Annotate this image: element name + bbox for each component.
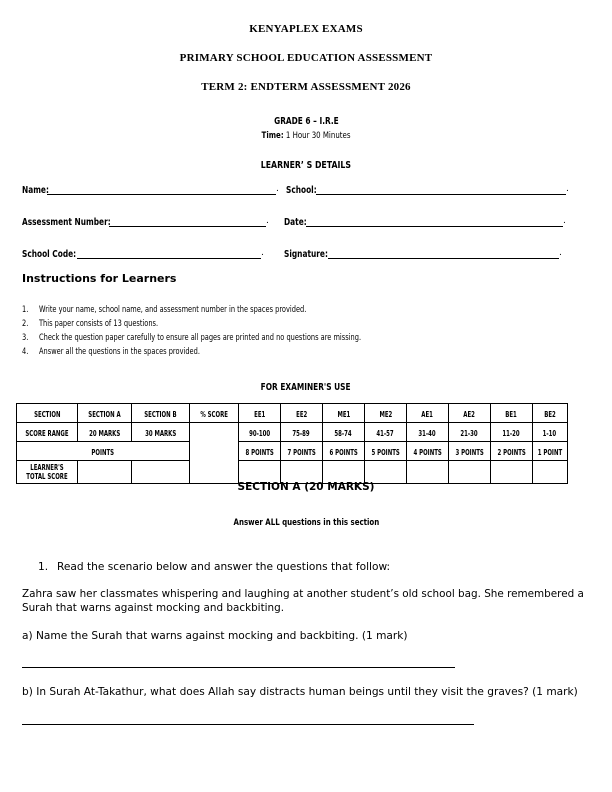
time-label: Time: <box>261 131 284 141</box>
table-cell: 8 POINTS <box>238 442 280 461</box>
percent-score-cell[interactable] <box>189 423 238 484</box>
table-cell: 31-40 <box>406 423 448 442</box>
section-a-title: SECTION A (20 MARKS) <box>237 481 375 493</box>
assessment-number-field[interactable] <box>109 226 266 227</box>
table-cell: 41-57 <box>364 423 406 442</box>
term-title: TERM 2: ENDTERM ASSESSMENT 2026 <box>201 81 411 93</box>
table-header-cell: SECTION <box>17 404 78 423</box>
question-1a: a) Name the Surah that warns against mocking and backbiting. (1 mark) <box>22 630 408 642</box>
time-line <box>0 125 612 143</box>
table-cell: 11-20 <box>490 423 532 442</box>
signature-label: Signature: <box>284 249 328 260</box>
table-cell: 7 POINTS <box>280 442 322 461</box>
learner-total-label: LEARNER'S TOTAL SCORE <box>17 461 78 484</box>
table-cell: POINTS <box>77 442 189 461</box>
table-row <box>17 442 568 461</box>
table-header-cell: AE1 <box>406 404 448 423</box>
table-row <box>17 423 568 442</box>
table-cell: SCORE RANGE <box>17 423 78 442</box>
table-header-cell: ME1 <box>322 404 364 423</box>
table-cell: 90-100 <box>238 423 280 442</box>
section-a-instruction: Answer ALL questions in this section <box>233 518 379 528</box>
table-header-cell: BE1 <box>490 404 532 423</box>
school-code-field[interactable] <box>77 258 261 259</box>
assessment-title: PRIMARY SCHOOL EDUCATION ASSESSMENT <box>179 52 433 64</box>
table-cell: 75-89 <box>280 423 322 442</box>
examiner-score-table <box>16 403 568 484</box>
table-cell: 4 POINTS <box>406 442 448 461</box>
examiner-use-heading: FOR EXAMINER'S USE <box>261 382 351 393</box>
table-header-cell: AE2 <box>448 404 490 423</box>
answer-line-1b[interactable] <box>22 724 474 725</box>
table-cell: 21-30 <box>448 423 490 442</box>
table-cell: 6 POINTS <box>322 442 364 461</box>
table-header-cell: % SCORE <box>189 404 238 423</box>
date-label: Date: <box>284 217 307 228</box>
table-cell: 1-10 <box>532 423 567 442</box>
answer-line-1a[interactable] <box>22 667 455 668</box>
instructions-title: Instructions for Learners <box>22 272 177 285</box>
name-label: Name: <box>22 185 49 196</box>
signature-field[interactable] <box>328 258 559 259</box>
table-cell: 3 POINTS <box>448 442 490 461</box>
table-header-cell: EE1 <box>238 404 280 423</box>
date-field[interactable] <box>306 226 563 227</box>
table-header-cell: SECTION B <box>131 404 189 423</box>
question-1-prompt: Read the scenario below and answer the questions that follow: <box>57 561 391 573</box>
school-label: School: <box>286 185 317 196</box>
table-cell: 30 MARKS <box>131 423 189 442</box>
table-header-cell: EE2 <box>280 404 322 423</box>
grade-label: GRADE 6 – I.R.E <box>273 116 339 127</box>
name-field[interactable] <box>47 194 276 195</box>
table-cell: 1 POINT <box>532 442 567 461</box>
table-header-cell: ME2 <box>364 404 406 423</box>
table-cell: 20 MARKS <box>77 423 131 442</box>
learner-details-heading: LEARNER’ S DETAILS <box>260 160 352 171</box>
question-1b: b) In Surah At-Takathur, what does Allah say distracts human beings until they visit the graves? (1 mark) <box>22 686 578 698</box>
scenario-line-1: Zahra saw her classmates whispering and laughing at another student’s old school bag. She remembered a <box>22 588 584 600</box>
table-header-cell: SECTION A <box>77 404 131 423</box>
table-cell: 5 POINTS <box>364 442 406 461</box>
time-value: 1 Hour 30 Minutes <box>285 131 351 141</box>
table-row <box>17 404 568 423</box>
table-cell: 2 POINTS <box>490 442 532 461</box>
exam-body-title: KENYAPLEX EXAMS <box>249 23 363 35</box>
table-header-cell: BE2 <box>532 404 567 423</box>
table-cell: 58-74 <box>322 423 364 442</box>
school-field[interactable] <box>316 194 566 195</box>
question-1-number: 1. <box>38 561 49 573</box>
school-code-label: School Code: <box>22 249 77 260</box>
assessment-number-label: Assessment Number: <box>22 217 111 228</box>
scenario-line-2: Surah that warns against mocking and backbiting. <box>22 602 285 614</box>
table-cell <box>17 442 78 461</box>
